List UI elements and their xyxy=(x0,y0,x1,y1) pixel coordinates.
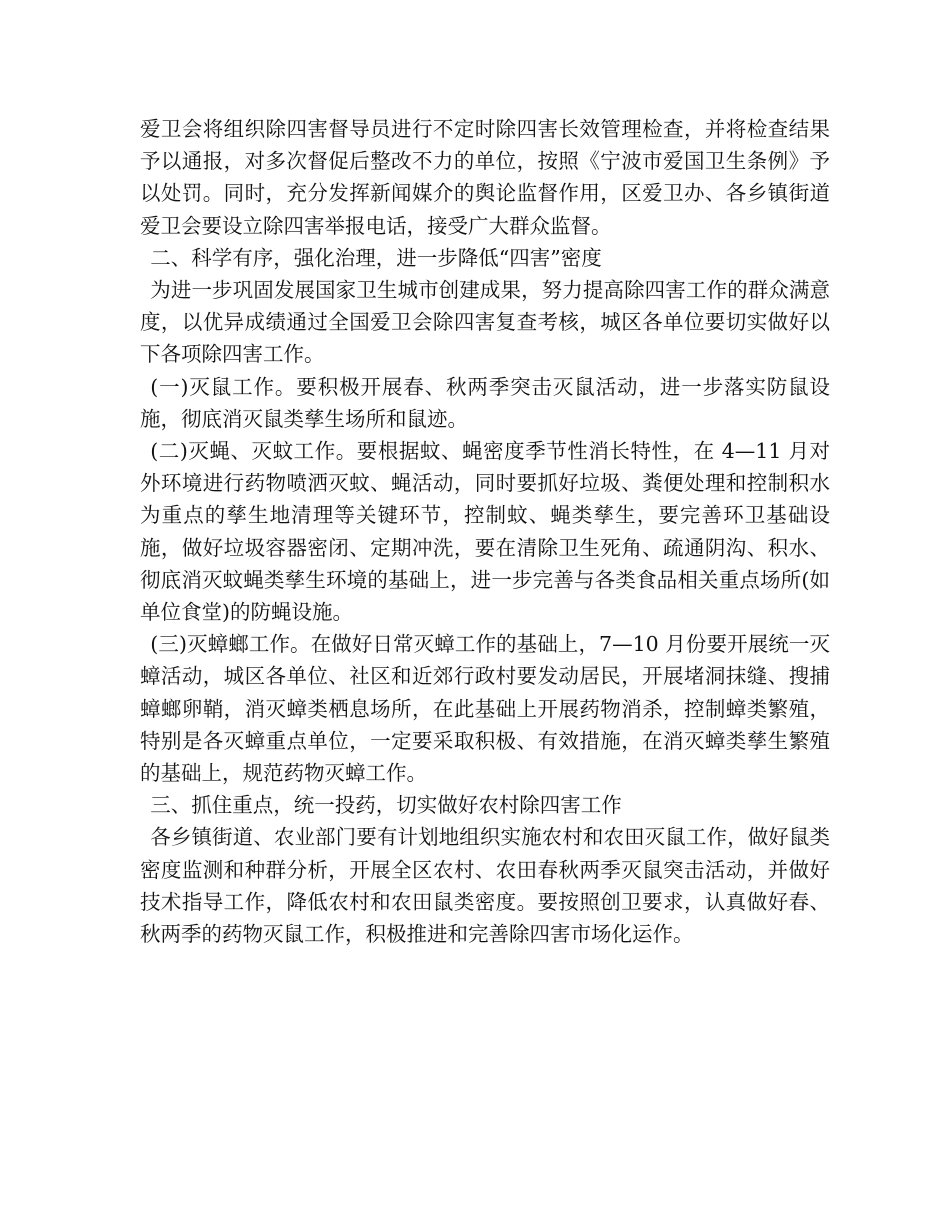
document-body xyxy=(140,113,830,950)
paragraph-supervision: 爱卫会将组织除四害督导员进行不定时除四害长效管理检查，并将检查结果予以通报，对多次督促后整改不力的单位，按照《宁波市爱国卫生条例》予以处罚。同时，充分发挥新闻媒介的舆论监督作用，区爱卫办、各乡镇街道爱卫会要设立除四害举报电话，接受广大群众监督。 xyxy=(140,117,830,238)
section-heading-2: 二、科学有序，强化治理，进一步降低“四害”密度 xyxy=(150,245,602,270)
paragraph-rodent-control: (一)灭鼠工作。要积极开展春、秋两季突击灭鼠活动，进一步落实防鼠设施，彻底消灭鼠类孳生场所和鼠迹。 xyxy=(140,374,830,431)
paragraph-rural-work: 各乡镇街道、农业部门要有计划地组织实施农村和农田灭鼠工作，做好鼠类密度监测和种群分析，开展全区农村、农田春秋两季灭鼠突击活动，并做好技术指导工作，降低农村和农田鼠类密度。要按照创卫要求，认真做好春、秋两季的药物灭鼠工作，积极推进和完善除四害市场化运作。 xyxy=(140,825,830,947)
section-heading-3: 三、抓住重点，统一投药，切实做好农村除四害工作 xyxy=(150,793,622,818)
paragraph-fly-mosquito-control: (二)灭蝇、灭蚊工作。要根据蚊、蝇密度季节性消长特性，在 4—11 月对外环境进行药物喷洒灭蚊、蝇活动，同时要抓好垃圾、粪便处理和控制积水为重点的孳生地清理等关键环节，控制蚊、蝇类孳生，要完善环卫基础设施，做好垃圾容器密闭、定期冲洗，要在清除卫生死角、疏通阴沟、积水、彻底消灭蚊蝇类孳生环境的基础上，进一步完善与各类食品相关重点场所(如单位食堂)的防蝇设施。 xyxy=(140,439,830,625)
paragraph-cockroach-control: (三)灭蟑螂工作。在做好日常灭蟑工作的基础上，7—10 月份要开展统一灭蟑活动，城区各单位、社区和近郊行政村要发动居民，开展堵洞抹缝、搜捕蟑螂卵鞘，消灭蟑类栖息场所，在此基础上开展药物消杀，控制蟑类繁殖，特别是各灭蟑重点单位，一定要采取积极、有效措施，在消灭蟑类孳生繁殖的基础上，规范药物灭蟑工作。 xyxy=(140,632,830,786)
paragraph-intro: 为进一步巩固发展国家卫生城市创建成果，努力提高除四害工作的群众满意度，以优异成绩通过全国爱卫会除四害复查考核，城区各单位要切实做好以下各项除四害工作。 xyxy=(140,278,830,367)
